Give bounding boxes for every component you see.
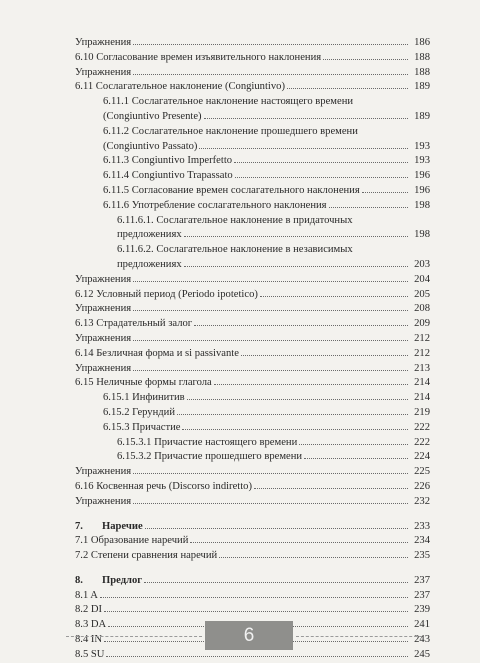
toc-entry-title: (Congiuntivo Presente) xyxy=(75,110,204,125)
dot-leader xyxy=(133,74,408,75)
toc-entry xyxy=(75,258,430,273)
toc-entry-leader xyxy=(75,450,408,465)
toc-entry xyxy=(75,603,430,618)
toc-entry xyxy=(75,317,430,332)
toc-entry xyxy=(75,589,430,604)
toc-chapter-heading xyxy=(75,520,430,535)
dot-leader xyxy=(190,542,408,543)
toc-entry xyxy=(75,273,430,288)
dot-leader xyxy=(362,192,408,193)
dot-leader xyxy=(133,44,408,45)
toc-entry xyxy=(75,199,430,214)
dot-leader xyxy=(204,118,408,119)
toc-entry xyxy=(75,534,430,549)
toc-entry-leader xyxy=(75,520,408,535)
toc-page-number: 226 xyxy=(414,480,430,492)
toc-entry-leader xyxy=(75,495,408,510)
toc-entry xyxy=(75,332,430,347)
dot-leader xyxy=(234,162,408,163)
dot-leader xyxy=(133,281,408,282)
toc-entry xyxy=(75,347,430,362)
toc-entry-leader xyxy=(75,347,408,362)
toc-entry-leader xyxy=(75,199,408,214)
toc-entry-leader xyxy=(75,436,408,451)
toc-page-number: 189 xyxy=(414,110,430,122)
toc-entry-leader xyxy=(75,332,408,347)
toc-entry xyxy=(75,169,430,184)
toc-entry-leader xyxy=(75,317,408,332)
toc-entry-title: 6.11.5 Согласование времен сослагательного наклонения xyxy=(75,184,362,199)
toc-entry xyxy=(75,125,430,140)
toc-entry-title: 6.14 Безличная форма и si passivante xyxy=(75,347,241,362)
toc-entry-title: Упражнения xyxy=(75,332,133,347)
toc-page-number: 188 xyxy=(414,66,430,78)
toc-entry-leader xyxy=(75,125,408,140)
toc-entry-leader xyxy=(75,214,408,229)
toc-entry xyxy=(75,66,430,81)
footer-rule-right xyxy=(296,636,422,637)
toc-entry-title: 6.10 Согласование времен изъявительного наклонения xyxy=(75,51,323,66)
toc-page-number: 224 xyxy=(414,451,430,463)
toc-entry-title: 6.11.1 Сослагательное наклонение настоящего времени xyxy=(75,95,355,110)
toc-entry-leader xyxy=(75,603,408,618)
toc-entry-title: предложениях xyxy=(75,258,184,273)
dot-leader xyxy=(329,207,408,208)
toc-entry-leader xyxy=(75,534,408,549)
dot-leader xyxy=(287,88,408,89)
toc-page-number: 208 xyxy=(414,303,430,315)
toc-entry-title: 8.1 A xyxy=(75,589,100,604)
toc-page-number: 188 xyxy=(414,51,430,63)
dot-leader xyxy=(187,399,408,400)
toc-page-number: 209 xyxy=(414,318,430,330)
toc-page-number: 193 xyxy=(414,140,430,152)
footer-rule-left xyxy=(66,636,202,637)
toc-page-number: 186 xyxy=(414,37,430,48)
toc-entry-title: 8.4 IN xyxy=(75,633,104,648)
toc-entry-leader xyxy=(75,391,408,406)
toc-entry-leader xyxy=(75,376,408,391)
toc-entry xyxy=(75,302,430,317)
dot-leader xyxy=(182,429,408,430)
dot-leader xyxy=(106,656,408,657)
toc-entry-title: Упражнения xyxy=(75,302,133,317)
toc-entry-leader xyxy=(75,66,408,81)
toc-entry-leader xyxy=(75,243,408,258)
toc-entry xyxy=(75,80,430,95)
toc-page-number: 214 xyxy=(414,392,430,404)
toc-page-number: 213 xyxy=(414,362,430,374)
toc-page-number: 198 xyxy=(414,199,430,211)
toc-entry-title xyxy=(75,574,144,589)
dot-leader xyxy=(177,414,408,415)
toc-entry-title: 6.15.3.1 Причастие настоящего времени xyxy=(75,436,299,451)
dot-leader xyxy=(133,473,408,474)
toc-entry-title: 6.15.3.2 Причастие прошедшего времени xyxy=(75,450,304,465)
dot-leader xyxy=(260,296,408,297)
toc-entry-title: 6.15.2 Герундий xyxy=(75,406,177,421)
toc-entry-leader xyxy=(75,362,408,377)
toc-entry-title: 6.15.3 Причастие xyxy=(75,421,182,436)
toc-entry-title: Упражнения xyxy=(75,66,133,81)
toc-page-number: 193 xyxy=(414,155,430,167)
toc-entry-title: 7.1 Образование наречий xyxy=(75,534,190,549)
dot-leader xyxy=(304,458,408,459)
dot-leader xyxy=(133,503,408,504)
dot-leader xyxy=(241,355,408,356)
dot-leader xyxy=(323,59,408,60)
toc-entry xyxy=(75,288,430,303)
toc-page-number: 237 xyxy=(414,589,430,601)
toc-page-number: 214 xyxy=(414,377,430,389)
toc-page-number: 189 xyxy=(414,81,430,93)
toc-entry-leader xyxy=(75,228,408,243)
toc-entry-title: 8.3 DA xyxy=(75,618,108,633)
toc-entry-title: 6.13 Страдательный залог xyxy=(75,317,194,332)
toc-entry xyxy=(75,228,430,243)
chapter-number: 7. xyxy=(75,520,83,532)
toc-entry xyxy=(75,495,430,510)
toc-entry xyxy=(75,95,430,110)
toc-entry-title: 8.5 SU xyxy=(75,648,106,663)
toc-entry xyxy=(75,362,430,377)
toc-entry-leader xyxy=(75,273,408,288)
dot-leader xyxy=(254,488,408,489)
toc-entry-title: 6.11.6.2. Сослагательное наклонение в независимых xyxy=(75,243,355,258)
toc-entry-leader xyxy=(75,51,408,66)
toc-entry-leader xyxy=(75,169,408,184)
toc-entry-title: 6.11.3 Congiuntivo Imperfetto xyxy=(75,154,234,169)
toc-entry-leader xyxy=(75,184,408,199)
toc-entry-leader xyxy=(75,302,408,317)
toc-entry xyxy=(75,51,430,66)
toc-chapter-heading xyxy=(75,574,430,589)
toc-entry xyxy=(75,214,430,229)
toc-entry-title: Упражнения xyxy=(75,495,133,510)
dot-leader xyxy=(184,266,408,267)
toc-entry xyxy=(75,184,430,199)
toc-page-number: 196 xyxy=(414,170,430,182)
toc-entry-leader xyxy=(75,288,408,303)
page-number-badge: 6 xyxy=(205,621,293,650)
toc-entry-title: 6.16 Косвенная речь (Discorso indiretto) xyxy=(75,480,254,495)
toc-entry-leader xyxy=(75,574,408,589)
dot-leader xyxy=(144,582,408,583)
toc-entry xyxy=(75,450,430,465)
toc-entry xyxy=(75,421,430,436)
toc-page-number: 239 xyxy=(414,604,430,616)
toc-page-number: 204 xyxy=(414,273,430,285)
dot-leader xyxy=(214,384,408,385)
toc-entry-leader xyxy=(75,589,408,604)
toc-entry-title: 6.11.4 Congiuntivo Trapassato xyxy=(75,169,235,184)
dot-leader xyxy=(133,310,408,311)
toc-entry-title: 7.2 Степени сравнения наречий xyxy=(75,549,219,564)
dot-leader xyxy=(194,325,408,326)
toc-entry-leader xyxy=(75,421,408,436)
dot-leader xyxy=(199,148,408,149)
toc-entry xyxy=(75,549,430,564)
toc-page-number: 234 xyxy=(414,535,430,547)
toc-entry-title: (Congiuntivo Passato) xyxy=(75,140,199,155)
toc-page-number: 222 xyxy=(414,421,430,433)
toc-entry-leader xyxy=(75,258,408,273)
dot-leader xyxy=(184,236,408,237)
toc-page-number: 232 xyxy=(414,495,430,507)
toc-entry-leader xyxy=(75,549,408,564)
toc-page-number: 237 xyxy=(414,574,430,586)
toc-page-number: 205 xyxy=(414,288,430,300)
toc-entry-leader xyxy=(75,465,408,480)
toc-page-number: 203 xyxy=(414,258,430,270)
toc-entry xyxy=(75,243,430,258)
toc-entry-title: 6.11.6.1. Сослагательное наклонение в придаточных xyxy=(75,214,355,229)
toc-page-number: 222 xyxy=(414,436,430,448)
toc-entry xyxy=(75,391,430,406)
toc-entry-title: Упражнения xyxy=(75,273,133,288)
toc-entry-title: 6.12 Условный период (Periodo ipotetico) xyxy=(75,288,260,303)
toc-entry-leader xyxy=(75,154,408,169)
toc-page-number: 212 xyxy=(414,347,430,359)
toc-page-number: 196 xyxy=(414,184,430,196)
toc-entry xyxy=(75,376,430,391)
toc-entry-leader xyxy=(75,480,408,495)
toc-entry xyxy=(75,36,430,51)
toc-entry-leader xyxy=(75,36,408,51)
spacer xyxy=(75,510,430,520)
toc-page-number: 235 xyxy=(414,550,430,562)
dot-leader xyxy=(100,597,408,598)
toc-page-number: 241 xyxy=(414,619,430,631)
dot-leader xyxy=(235,177,408,178)
dot-leader xyxy=(133,370,408,371)
toc-entry-title: предложениях xyxy=(75,228,184,243)
dot-leader xyxy=(299,444,408,445)
toc-page-number: 219 xyxy=(414,406,430,418)
toc-page-number: 245 xyxy=(414,648,430,660)
toc-entry-leader xyxy=(75,406,408,421)
toc-entry xyxy=(75,465,430,480)
toc-page-number: 233 xyxy=(414,520,430,532)
chapter-title: Предлог xyxy=(102,574,143,586)
spacer xyxy=(75,564,430,574)
toc-entry-title: 8.2 DI xyxy=(75,603,104,618)
dot-leader xyxy=(219,557,408,558)
toc-entry-title: Упражнения xyxy=(75,36,133,51)
toc-page-number: 243 xyxy=(414,634,430,646)
toc-entry-leader xyxy=(75,80,408,95)
toc-page-number: 212 xyxy=(414,332,430,344)
toc-entry-title: 6.11.2 Сослагательное наклонение прошедшего времени xyxy=(75,125,360,140)
toc-entry xyxy=(75,406,430,421)
toc-entry-title: 6.15.1 Инфинитив xyxy=(75,391,187,406)
toc-entry xyxy=(75,436,430,451)
toc-entry xyxy=(75,480,430,495)
toc-entry-leader xyxy=(75,110,408,125)
toc-entry-title: 6.11 Сослагательное наклонение (Congiuntivo) xyxy=(75,80,287,95)
toc-entry-leader xyxy=(75,648,408,663)
chapter-title: Наречие xyxy=(102,520,143,532)
table-of-contents xyxy=(75,36,430,663)
toc-entry xyxy=(75,110,430,125)
dot-leader xyxy=(145,528,408,529)
toc-group-verb-section xyxy=(75,36,430,510)
dot-leader xyxy=(104,611,408,612)
toc-entry-leader xyxy=(75,140,408,155)
toc-entry xyxy=(75,140,430,155)
toc-entry-title: Упражнения xyxy=(75,465,133,480)
toc-entry-leader xyxy=(75,95,408,110)
toc-group-adverb-chapter xyxy=(75,520,430,564)
chapter-number: 8. xyxy=(75,574,83,586)
dot-leader xyxy=(133,340,408,341)
toc-entry xyxy=(75,154,430,169)
toc-page-number: 225 xyxy=(414,466,430,478)
toc-entry-title xyxy=(75,520,145,535)
toc-entry xyxy=(75,648,430,663)
toc-entry-title: Упражнения xyxy=(75,362,133,377)
toc-page-number: 198 xyxy=(414,229,430,241)
toc-entry-title: 6.15 Неличные формы глагола xyxy=(75,376,214,391)
toc-entry-title: 6.11.6 Употребление сослагательного наклонения xyxy=(75,199,329,214)
